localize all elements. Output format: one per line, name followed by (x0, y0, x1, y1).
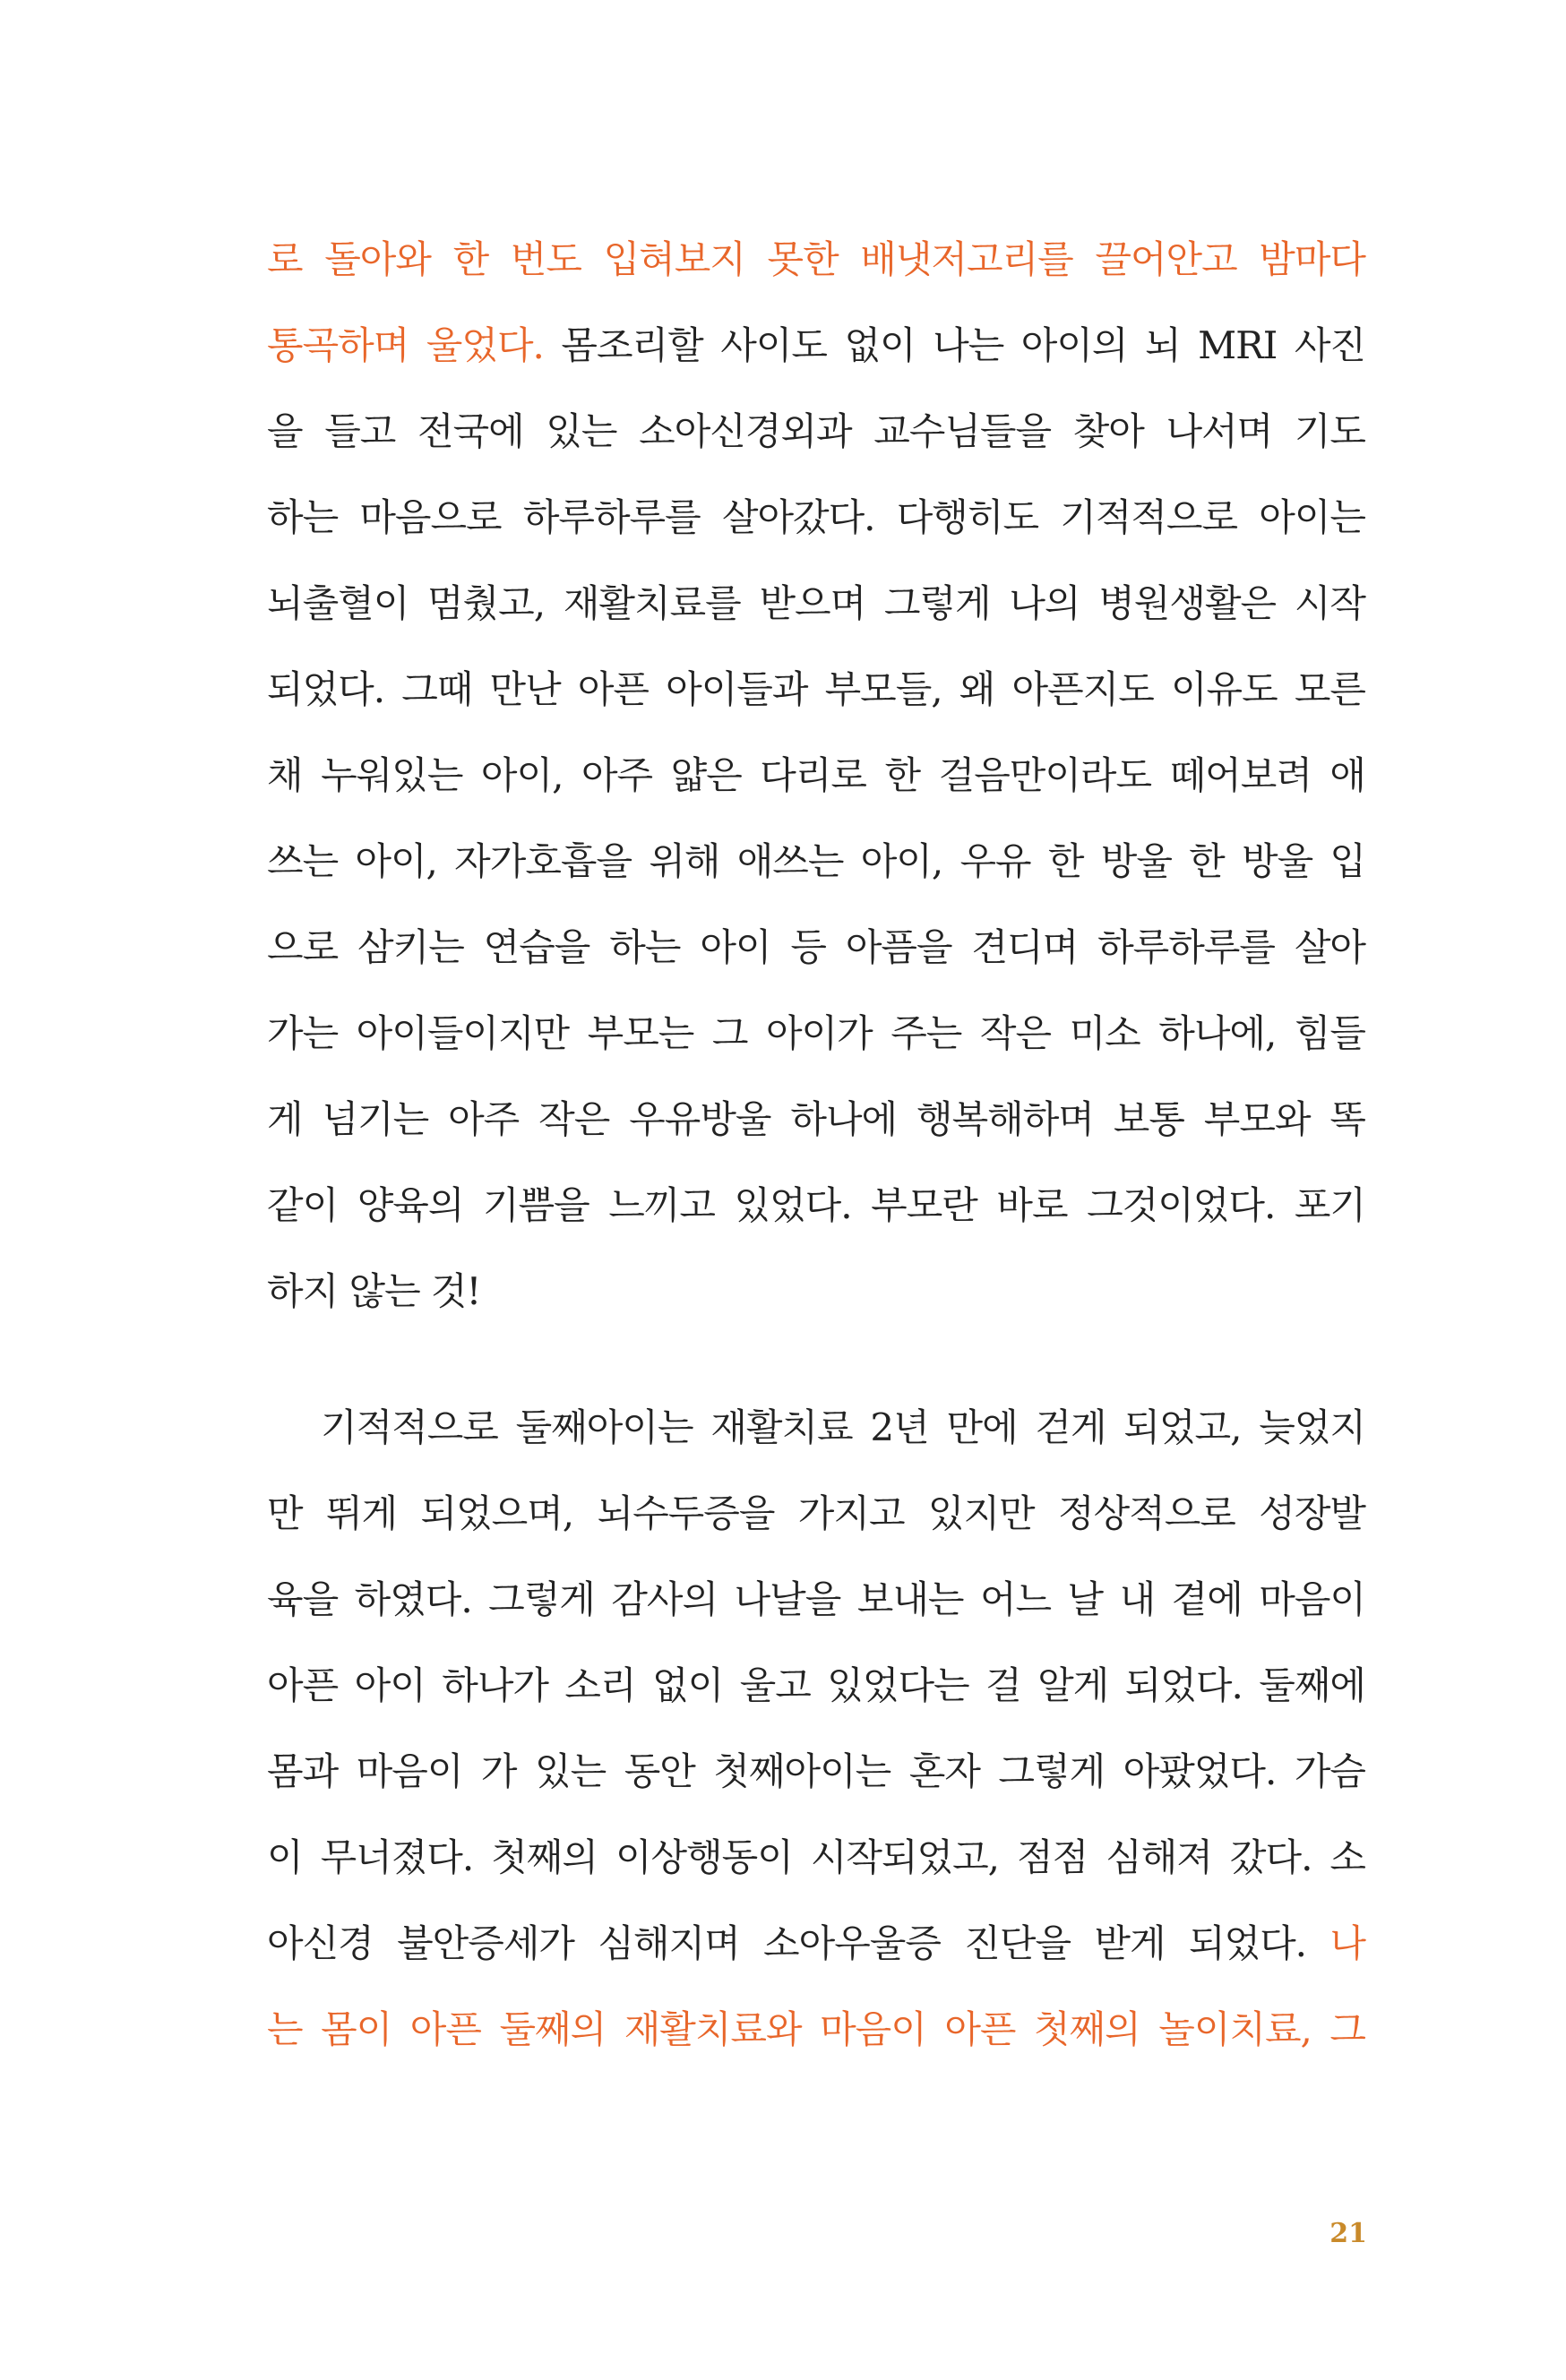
text-line: 쓰는 아이, 자가호흡을 위해 애쓰는 아이, 우유 한 방울 한 방울 입 (267, 839, 1365, 883)
text-line: 채 누워있는 아이, 아주 얇은 다리로 한 걸음만이라도 떼어보려 애 (267, 753, 1365, 797)
text-line: 을 들고 전국에 있는 소아신경외과 교수님들을 찾아 나서며 기도 (267, 409, 1365, 453)
text-line: 가는 아이들이지만 부모는 그 아이가 주는 작은 미소 하나에, 힘들 (267, 1011, 1365, 1055)
text-line: 만 뛰게 되었으며, 뇌수두증을 가지고 있지만 정상적으로 성장발 (267, 1491, 1365, 1535)
text-line: 몸과 마음이 가 있는 동안 첫째아이는 혼자 그렇게 아팠었다. 가슴 (267, 1749, 1365, 1793)
text-line (267, 1915, 1365, 2001)
text-line: 으로 삼키는 연습을 하는 아이 등 아픔을 견디며 하루하루를 살아 (267, 925, 1365, 969)
text-line: 하는 마음으로 하루하루를 살아갔다. 다행히도 기적적으로 아이는 (267, 495, 1365, 539)
body-text: 아신경 불안증세가 심해지며 소아우울증 진단을 받게 되었다. (267, 1921, 1330, 1965)
text-line (267, 317, 1365, 403)
body-text: 몸조리할 사이도 없이 나는 아이의 뇌 MRI 사진 (543, 323, 1366, 367)
paragraph-1 (267, 231, 1365, 1349)
text-line: 이 무너졌다. 첫째의 이상행동이 시작되었고, 점점 심해져 갔다. 소 (267, 1835, 1365, 1879)
page-number: 21 (1329, 2218, 1367, 2249)
text-line: 육을 하였다. 그렇게 감사의 나날을 보내는 어느 날 내 곁에 마음이 (267, 1577, 1365, 1621)
text-line: 아픈 아이 하나가 소리 없이 울고 있었다는 걸 알게 되었다. 둘째에 (267, 1663, 1365, 1707)
text-line: 하지 않는 것! (267, 1269, 481, 1313)
text-line: 로 돌아와 한 번도 입혀보지 못한 배냇저고리를 끌어안고 밤마다 (267, 237, 1365, 281)
highlighted-text: 통곡하며 울었다. (267, 323, 544, 367)
text-line: 기적적으로 둘째아이는 재활치료 2년 만에 걷게 되었고, 늦었지 (321, 1405, 1365, 1449)
text-line: 는 몸이 아픈 둘째의 재활치료와 마음이 아픈 첫째의 놀이치료, 그 (267, 2007, 1365, 2051)
text-line: 같이 양육의 기쁨을 느끼고 있었다. 부모란 바로 그것이었다. 포기 (267, 1183, 1365, 1227)
text-line: 뇌출혈이 멈췄고, 재활치료를 받으며 그렇게 나의 병원생활은 시작 (267, 581, 1365, 625)
highlighted-text: 나 (1329, 1921, 1365, 1965)
text-line: 게 넘기는 아주 작은 우유방울 하나에 행복해하며 보통 부모와 똑 (267, 1097, 1365, 1141)
paragraph-2 (267, 1399, 1365, 2087)
text-line: 되었다. 그때 만난 아픈 아이들과 부모들, 왜 아픈지도 이유도 모른 (267, 667, 1365, 711)
